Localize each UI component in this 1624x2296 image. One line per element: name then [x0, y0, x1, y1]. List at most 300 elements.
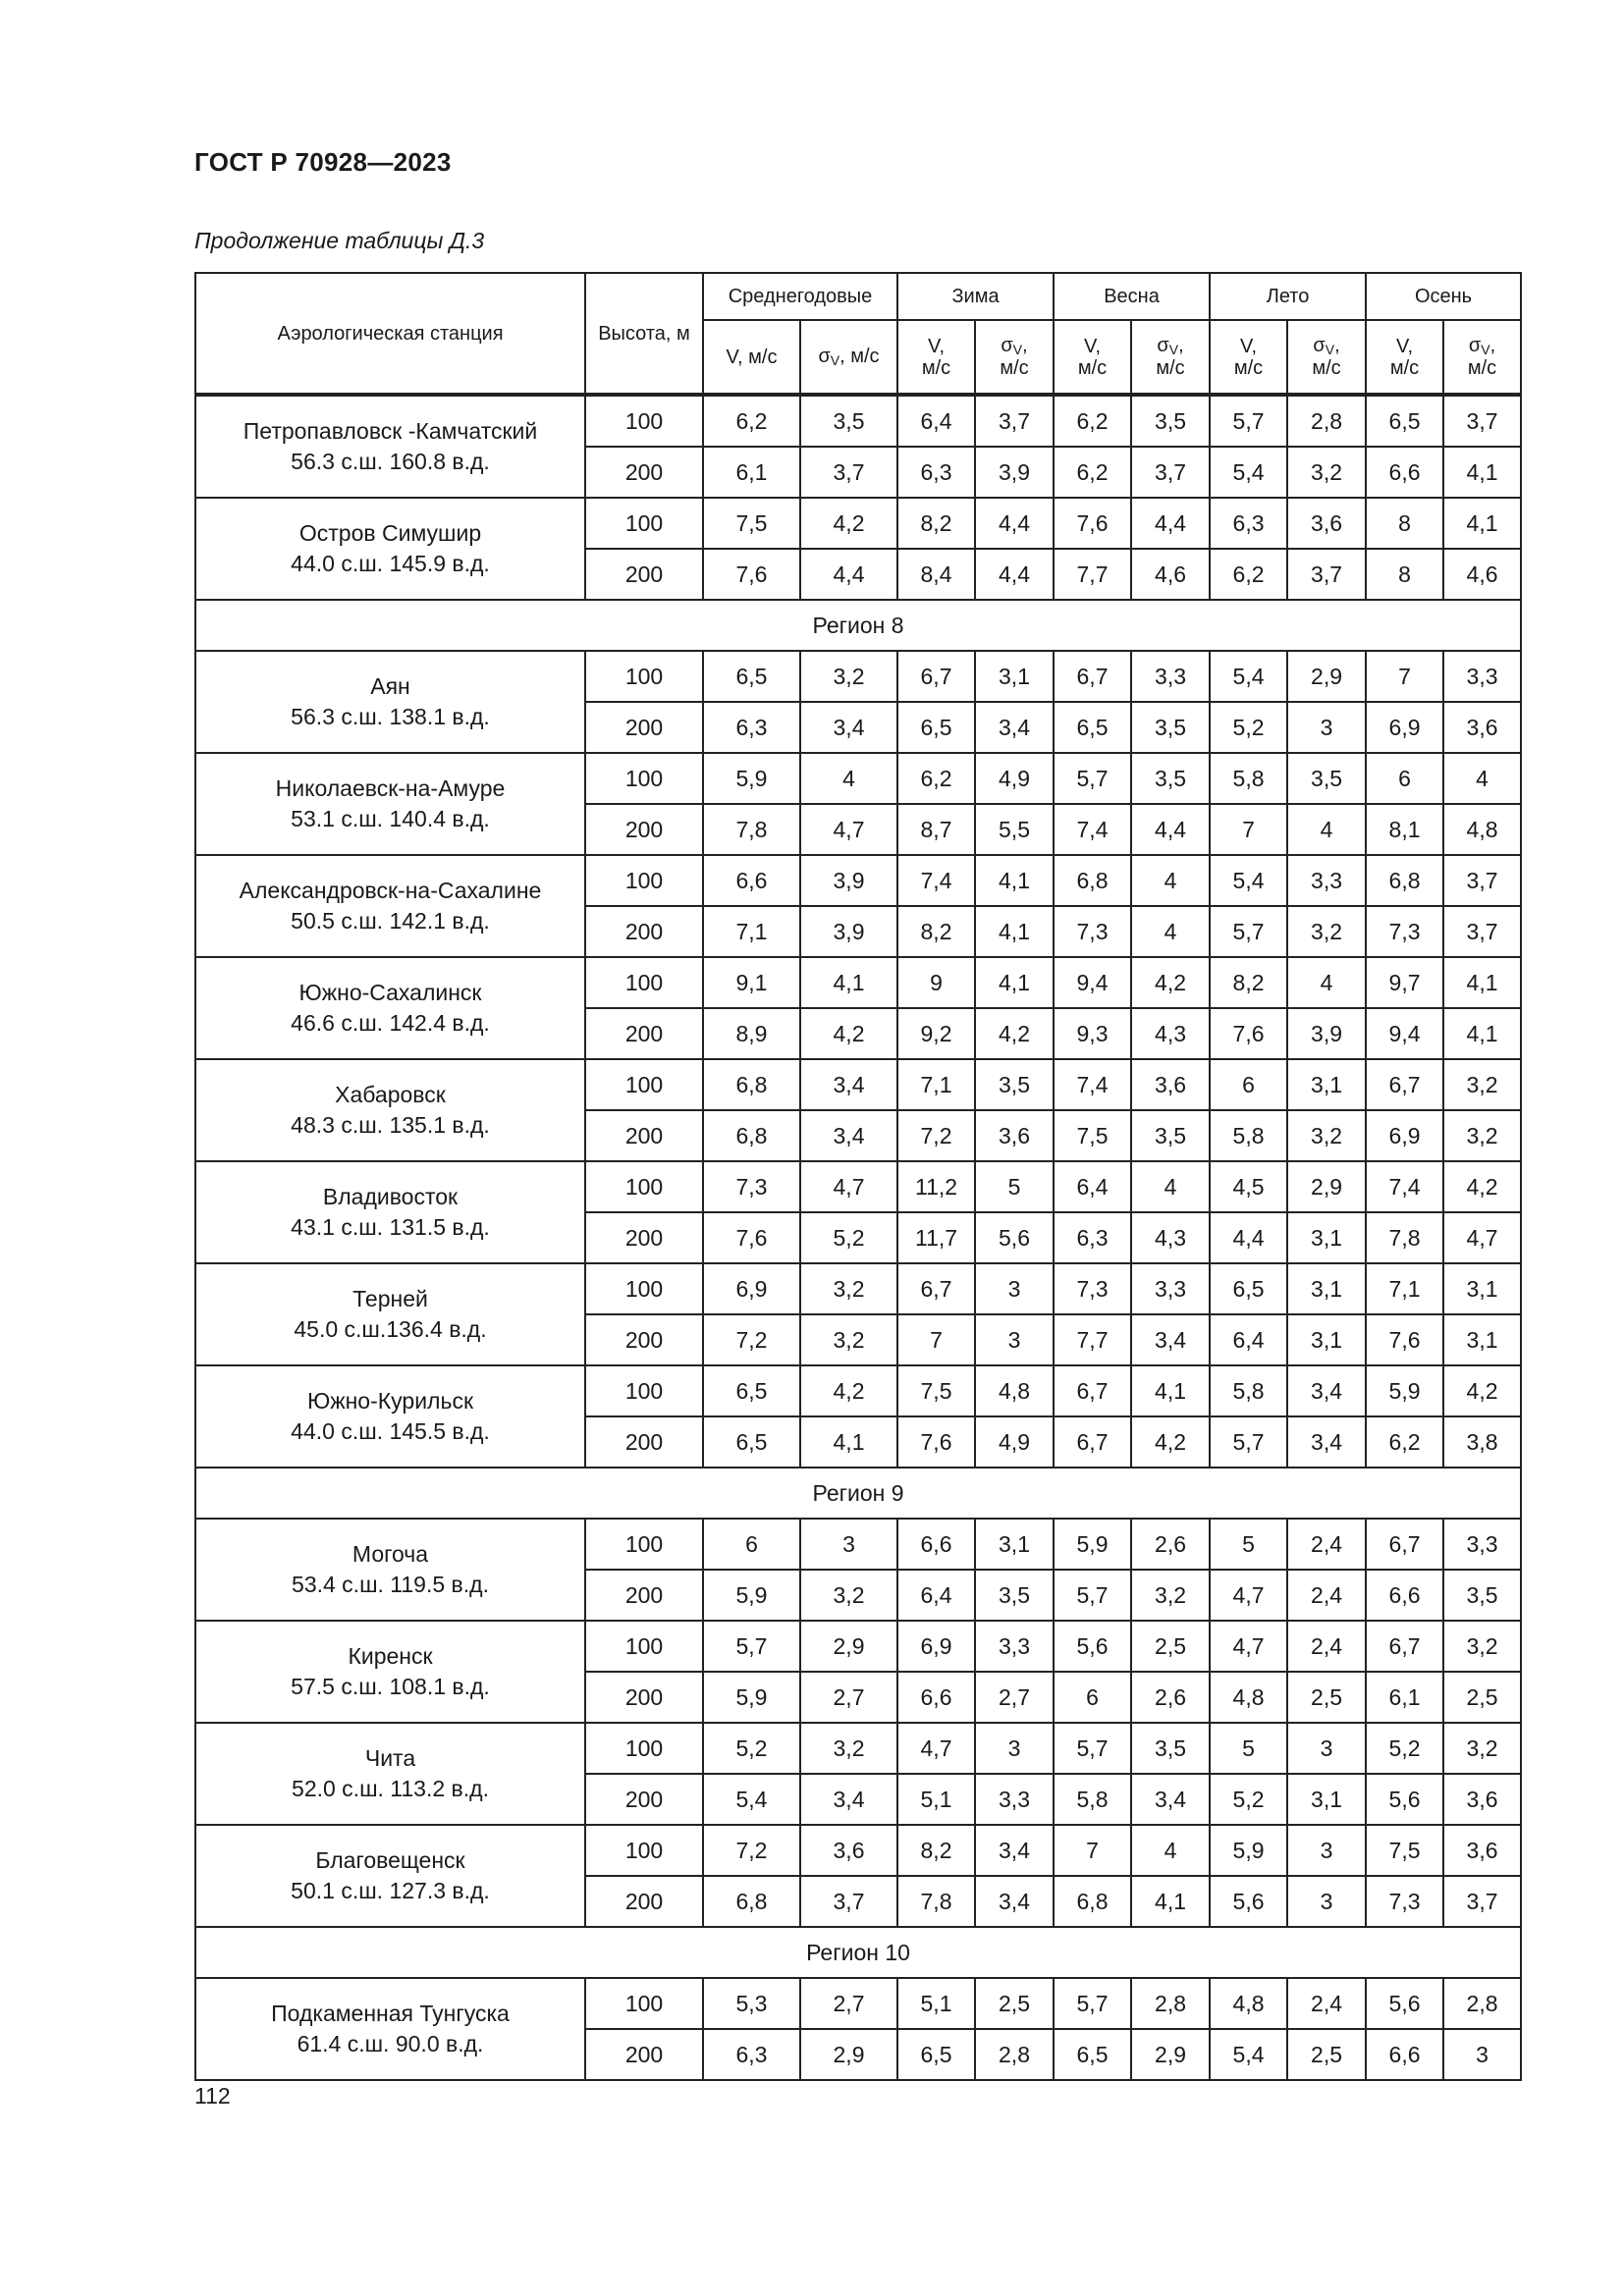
summer-v-header	[1210, 320, 1287, 395]
value-cell: 5,6	[1210, 1876, 1287, 1927]
value-cell: 4,2	[1131, 957, 1210, 1008]
value-cell: 3,2	[800, 1263, 897, 1314]
value-cell: 2,8	[1443, 1978, 1521, 2029]
value-cell: 4,7	[1443, 1212, 1521, 1263]
value-cell: 9,1	[703, 957, 800, 1008]
value-cell: 5,8	[1210, 1110, 1287, 1161]
value-cell: 7	[897, 1314, 975, 1365]
value-cell: 6,1	[1366, 1672, 1443, 1723]
value-cell: 6,5	[1054, 2029, 1131, 2080]
table-row	[195, 1365, 1521, 1416]
value-cell: 9,7	[1366, 957, 1443, 1008]
value-cell: 4,8	[975, 1365, 1054, 1416]
value-cell: 2,7	[800, 1672, 897, 1723]
value-cell: 7,1	[703, 906, 800, 957]
value-cell: 5,6	[1366, 1774, 1443, 1825]
height-cell: 100	[585, 1263, 703, 1314]
value-cell: 7,6	[703, 1212, 800, 1263]
table-row	[195, 753, 1521, 804]
value-cell: 8,1	[1366, 804, 1443, 855]
table-row	[195, 498, 1521, 549]
value-cell: 4,6	[1131, 549, 1210, 600]
value-cell: 5,7	[1054, 753, 1131, 804]
value-cell: 5,4	[1210, 2029, 1287, 2080]
value-cell: 3,6	[1443, 1825, 1521, 1876]
value-cell: 8,7	[897, 804, 975, 855]
value-cell: 6,2	[1210, 549, 1287, 600]
value-cell: 4,1	[1443, 447, 1521, 498]
value-cell: 4,8	[1443, 804, 1521, 855]
value-cell: 7,6	[897, 1416, 975, 1468]
value-cell: 7	[1054, 1825, 1131, 1876]
value-cell: 2,9	[1287, 651, 1366, 702]
value-cell: 6,6	[1366, 447, 1443, 498]
value-cell: 4	[1131, 1825, 1210, 1876]
value-cell: 6	[1054, 1672, 1131, 1723]
height-cell: 200	[585, 549, 703, 600]
region-row	[195, 1468, 1521, 1519]
value-cell: 2,7	[800, 1978, 897, 2029]
value-cell: 11,7	[897, 1212, 975, 1263]
value-cell: 6,3	[1210, 498, 1287, 549]
value-cell: 6	[703, 1519, 800, 1570]
height-cell: 200	[585, 702, 703, 753]
value-cell: 7,6	[1054, 498, 1131, 549]
station-name: Подкаменная Тунгуска	[271, 2000, 510, 2026]
value-cell: 4,7	[1210, 1570, 1287, 1621]
value-cell: 3,4	[975, 702, 1054, 753]
value-cell: 3,4	[1287, 1365, 1366, 1416]
value-cell: 3,9	[1287, 1008, 1366, 1059]
station-coords: 44.0 с.ш. 145.5 в.д.	[291, 1418, 490, 1444]
value-cell: 3	[1287, 1825, 1366, 1876]
value-cell: 3,5	[1443, 1570, 1521, 1621]
value-cell: 3,5	[1131, 1723, 1210, 1774]
value-cell: 2,6	[1131, 1519, 1210, 1570]
value-cell: 3,4	[800, 1774, 897, 1825]
value-cell: 3,1	[1287, 1212, 1366, 1263]
value-cell: 2,5	[1443, 1672, 1521, 1723]
value-cell: 4,1	[800, 957, 897, 1008]
value-cell: 5,4	[1210, 651, 1287, 702]
value-cell: 5,7	[1210, 1416, 1287, 1468]
value-cell: 3,3	[1131, 1263, 1210, 1314]
unit-label: м/с	[1000, 357, 1029, 380]
value-cell: 7,5	[703, 498, 800, 549]
value-cell: 4,2	[800, 1008, 897, 1059]
value-cell: 3,2	[800, 651, 897, 702]
table-row	[195, 1978, 1521, 2029]
header-spring: Весна	[1054, 273, 1210, 320]
height-cell: 200	[585, 906, 703, 957]
value-cell: 3,3	[1443, 1519, 1521, 1570]
value-cell: 6,5	[897, 2029, 975, 2080]
value-cell: 5,1	[897, 1774, 975, 1825]
value-cell: 7,8	[897, 1876, 975, 1927]
page-number: 112	[194, 2083, 231, 2109]
value-cell: 5,6	[1366, 1978, 1443, 2029]
height-cell: 100	[585, 395, 703, 447]
station-coords: 50.5 с.ш. 142.1 в.д.	[291, 908, 490, 934]
value-cell: 7	[1366, 651, 1443, 702]
v-label: V,	[1240, 335, 1258, 357]
value-cell: 7,3	[1054, 1263, 1131, 1314]
value-cell: 6,7	[897, 651, 975, 702]
value-cell: 2,5	[1287, 1672, 1366, 1723]
value-cell: 6,6	[1366, 2029, 1443, 2080]
height-cell: 100	[585, 753, 703, 804]
value-cell: 4,9	[975, 1416, 1054, 1468]
value-cell: 3,1	[975, 651, 1054, 702]
height-cell: 100	[585, 1519, 703, 1570]
value-cell: 3,7	[1131, 447, 1210, 498]
value-cell: 4,4	[800, 549, 897, 600]
table-row	[195, 1059, 1521, 1110]
value-cell: 5,2	[1210, 1774, 1287, 1825]
station-name: Владивосток	[322, 1183, 459, 1209]
value-cell: 3,4	[800, 1059, 897, 1110]
table-row	[195, 1161, 1521, 1212]
value-cell: 4,6	[1443, 549, 1521, 600]
header-winter: Зима	[897, 273, 1054, 320]
value-cell: 7	[1210, 804, 1287, 855]
annual-v-header: V, м/с	[703, 320, 800, 395]
value-cell: 3	[1287, 1876, 1366, 1927]
height-cell: 200	[585, 1314, 703, 1365]
region-row	[195, 1927, 1521, 1978]
value-cell: 4,2	[1443, 1161, 1521, 1212]
height-cell: 100	[585, 1825, 703, 1876]
unit-label: м/с	[1233, 356, 1264, 379]
header-summer: Лето	[1210, 273, 1366, 320]
value-cell: 3,2	[1443, 1723, 1521, 1774]
height-cell: 200	[585, 1570, 703, 1621]
value-cell: 3	[975, 1314, 1054, 1365]
value-cell: 9,2	[897, 1008, 975, 1059]
sigma-subscript: V	[1168, 341, 1179, 357]
value-cell: 5,7	[1054, 1723, 1131, 1774]
sigma-subscript: V	[1481, 341, 1490, 357]
sigma-unit: , м/с	[839, 345, 880, 367]
value-cell: 4,7	[897, 1723, 975, 1774]
station-name: Александровск-на-Сахалине	[239, 877, 542, 903]
station-cell	[195, 753, 585, 855]
value-cell: 2,8	[1287, 395, 1366, 447]
value-cell: 7,2	[897, 1110, 975, 1161]
value-cell: 5,4	[1210, 855, 1287, 906]
height-cell: 200	[585, 1212, 703, 1263]
value-cell: 3,5	[975, 1059, 1054, 1110]
station-coords: 53.1 с.ш. 140.4 в.д.	[291, 806, 490, 831]
unit-label: м/с	[1467, 357, 1497, 380]
value-cell: 4	[1131, 906, 1210, 957]
value-cell: 2,9	[1131, 2029, 1210, 2080]
value-cell: 4,2	[1131, 1416, 1210, 1468]
value-cell: 3,4	[1131, 1314, 1210, 1365]
value-cell: 4	[1287, 957, 1366, 1008]
value-cell: 5,9	[703, 753, 800, 804]
value-cell: 2,8	[975, 2029, 1054, 2080]
value-cell: 3,5	[1131, 395, 1210, 447]
station-cell	[195, 1621, 585, 1723]
value-cell: 6,3	[703, 702, 800, 753]
sigma-comma: ,	[1489, 334, 1496, 356]
value-cell: 4,4	[975, 549, 1054, 600]
value-cell: 8,2	[897, 906, 975, 957]
station-coords: 52.0 с.ш. 113.2 в.д.	[292, 1776, 489, 1801]
value-cell: 7,7	[1054, 549, 1131, 600]
table-row	[195, 855, 1521, 906]
value-cell: 5,6	[975, 1212, 1054, 1263]
spring-v-header	[1054, 320, 1131, 395]
value-cell: 6,6	[897, 1519, 975, 1570]
height-cell: 200	[585, 1672, 703, 1723]
value-cell: 8,2	[897, 1825, 975, 1876]
value-cell: 8	[1366, 549, 1443, 600]
value-cell: 3,4	[1131, 1774, 1210, 1825]
value-cell: 3,3	[1287, 855, 1366, 906]
value-cell: 6,8	[1054, 1876, 1131, 1927]
value-cell: 4	[1131, 855, 1210, 906]
value-cell: 5,7	[703, 1621, 800, 1672]
station-cell	[195, 498, 585, 600]
value-cell: 3,1	[1287, 1263, 1366, 1314]
header-height-label: Высота,	[598, 322, 672, 345]
station-coords: 45.0 с.ш.136.4 в.д.	[294, 1316, 487, 1342]
annual-sigma-header	[800, 320, 897, 395]
value-cell: 5	[1210, 1519, 1287, 1570]
value-cell: 4,2	[800, 498, 897, 549]
station-coords: 44.0 с.ш. 145.9 в.д.	[291, 551, 490, 576]
value-cell: 5,9	[1054, 1519, 1131, 1570]
table-row	[195, 395, 1521, 447]
station-coords: 43.1 с.ш. 131.5 в.д.	[291, 1214, 490, 1240]
value-cell: 6,2	[703, 395, 800, 447]
v-label: V,	[927, 335, 946, 357]
height-cell: 200	[585, 447, 703, 498]
value-cell: 2,9	[800, 2029, 897, 2080]
station-coords: 48.3 с.ш. 135.1 в.д.	[291, 1112, 490, 1138]
value-cell: 4,1	[1443, 957, 1521, 1008]
unit-label: м/с	[1156, 357, 1185, 380]
value-cell: 5,6	[1054, 1621, 1131, 1672]
value-cell: 3,4	[1287, 1416, 1366, 1468]
value-cell: 6,4	[1054, 1161, 1131, 1212]
value-cell: 3,7	[1443, 906, 1521, 957]
value-cell: 6,3	[897, 447, 975, 498]
value-cell: 6,8	[703, 1059, 800, 1110]
value-cell: 9,4	[1366, 1008, 1443, 1059]
value-cell: 3,5	[1131, 753, 1210, 804]
value-cell: 6,3	[1054, 1212, 1131, 1263]
value-cell: 3	[1287, 702, 1366, 753]
table-row	[195, 1519, 1521, 1570]
value-cell: 3,7	[975, 395, 1054, 447]
value-cell: 4,4	[1131, 498, 1210, 549]
station-name: Чита	[364, 1744, 416, 1771]
value-cell: 6,7	[1366, 1059, 1443, 1110]
value-cell: 5,9	[1210, 1825, 1287, 1876]
value-cell: 2,5	[975, 1978, 1054, 2029]
sigma-symbol: σ	[1313, 334, 1326, 356]
value-cell: 3,3	[1131, 651, 1210, 702]
value-cell: 4,7	[800, 1161, 897, 1212]
value-cell: 5,4	[1210, 447, 1287, 498]
value-cell: 4	[1131, 1161, 1210, 1212]
value-cell: 5,2	[1366, 1723, 1443, 1774]
value-cell: 4,1	[1131, 1365, 1210, 1416]
value-cell: 7,1	[897, 1059, 975, 1110]
value-cell: 3,6	[975, 1110, 1054, 1161]
sigma-symbol: σ	[818, 345, 831, 367]
value-cell: 4	[1443, 753, 1521, 804]
value-cell: 7,3	[1054, 906, 1131, 957]
value-cell: 3,1	[1287, 1059, 1366, 1110]
value-cell: 5,8	[1054, 1774, 1131, 1825]
value-cell: 4,4	[1131, 804, 1210, 855]
value-cell: 3,9	[800, 855, 897, 906]
height-cell: 100	[585, 1723, 703, 1774]
station-name: Хабаровск	[335, 1081, 446, 1107]
value-cell: 4,1	[975, 906, 1054, 957]
value-cell: 3	[975, 1263, 1054, 1314]
value-cell: 4,3	[1131, 1212, 1210, 1263]
value-cell: 3,2	[1287, 447, 1366, 498]
station-cell	[195, 651, 585, 753]
station-name: Петропавловск -Камчатский	[243, 417, 538, 444]
value-cell: 4,1	[1131, 1876, 1210, 1927]
sigma-symbol: σ	[1468, 334, 1482, 356]
value-cell: 7,1	[1366, 1263, 1443, 1314]
station-coords: 56.3 с.ш. 138.1 в.д.	[291, 704, 490, 729]
station-name: Терней	[352, 1285, 428, 1311]
sigma-comma: ,	[1178, 334, 1184, 356]
value-cell: 5,9	[703, 1570, 800, 1621]
value-cell: 3,5	[1131, 1110, 1210, 1161]
value-cell: 4,4	[975, 498, 1054, 549]
value-cell: 3,6	[1443, 702, 1521, 753]
value-cell: 4,7	[1210, 1621, 1287, 1672]
value-cell: 6,6	[897, 1672, 975, 1723]
value-cell: 3,5	[975, 1570, 1054, 1621]
value-cell: 4,1	[800, 1416, 897, 1468]
value-cell: 5,8	[1210, 753, 1287, 804]
value-cell: 5,4	[703, 1774, 800, 1825]
value-cell: 7,4	[1054, 804, 1131, 855]
value-cell: 5,7	[1210, 906, 1287, 957]
value-cell: 6,5	[703, 1416, 800, 1468]
value-cell: 8,9	[703, 1008, 800, 1059]
value-cell: 3,6	[1443, 1774, 1521, 1825]
value-cell: 6,4	[897, 1570, 975, 1621]
station-name: Аян	[370, 672, 410, 699]
value-cell: 5,7	[1054, 1978, 1131, 2029]
value-cell: 7,7	[1054, 1314, 1131, 1365]
value-cell: 3,1	[975, 1519, 1054, 1570]
value-cell: 7,4	[1366, 1161, 1443, 1212]
sigma-comma: ,	[1334, 334, 1340, 356]
station-name: Остров Симушир	[298, 519, 482, 546]
value-cell: 6,7	[897, 1263, 975, 1314]
value-cell: 6,2	[1054, 395, 1131, 447]
value-cell: 2,4	[1287, 1621, 1366, 1672]
value-cell: 3,2	[1287, 906, 1366, 957]
value-cell: 2,5	[1131, 1621, 1210, 1672]
value-cell: 3,7	[1287, 549, 1366, 600]
value-cell: 6,6	[1366, 1570, 1443, 1621]
station-coords: 56.3 с.ш. 160.8 в.д.	[291, 449, 490, 474]
header-height-unit: м	[677, 322, 690, 345]
station-coords: 61.4 с.ш. 90.0 в.д.	[297, 2031, 484, 2056]
value-cell: 11,2	[897, 1161, 975, 1212]
station-cell	[195, 1059, 585, 1161]
value-cell: 3,4	[800, 702, 897, 753]
value-cell: 4,1	[975, 855, 1054, 906]
value-cell: 6,8	[703, 1876, 800, 1927]
height-cell: 100	[585, 651, 703, 702]
sigma-line	[976, 335, 1053, 357]
value-cell: 6,4	[1210, 1314, 1287, 1365]
autumn-v-header	[1366, 320, 1443, 395]
value-cell: 6	[1210, 1059, 1287, 1110]
value-cell: 3,3	[975, 1774, 1054, 1825]
value-cell: 9,3	[1054, 1008, 1131, 1059]
value-cell: 3	[1443, 2029, 1521, 2080]
value-cell: 5,2	[1210, 702, 1287, 753]
value-cell: 3,2	[1443, 1110, 1521, 1161]
table-row	[195, 957, 1521, 1008]
height-cell: 100	[585, 1059, 703, 1110]
sigma-symbol: σ	[1001, 334, 1013, 356]
height-cell: 100	[585, 498, 703, 549]
header-annual: Среднегодовые	[703, 273, 897, 320]
station-name: Южно-Сахалинск	[298, 979, 482, 1005]
table-row	[195, 1621, 1521, 1672]
value-cell: 7,6	[703, 549, 800, 600]
value-cell: 7,2	[703, 1314, 800, 1365]
value-cell: 6,5	[1366, 395, 1443, 447]
sigma-subscript: V	[830, 351, 840, 368]
value-cell: 3,7	[1443, 395, 1521, 447]
value-cell: 5,3	[703, 1978, 800, 2029]
sigma-subscript: V	[1012, 341, 1023, 357]
value-cell: 6,3	[703, 2029, 800, 2080]
region-label: Регион 9	[195, 1468, 1521, 1519]
spring-sigma-header	[1131, 320, 1210, 395]
value-cell: 5,1	[897, 1978, 975, 2029]
station-coords: 53.4 с.ш. 119.5 в.д.	[292, 1572, 489, 1597]
value-cell: 3,5	[1287, 753, 1366, 804]
value-cell: 3,1	[1287, 1774, 1366, 1825]
value-cell: 3,2	[1131, 1570, 1210, 1621]
value-cell: 3,6	[1287, 498, 1366, 549]
value-cell: 6,9	[1366, 1110, 1443, 1161]
value-cell: 7,5	[1366, 1825, 1443, 1876]
value-cell: 3,1	[1443, 1263, 1521, 1314]
height-cell: 200	[585, 1110, 703, 1161]
value-cell: 7,2	[703, 1825, 800, 1876]
station-cell	[195, 1723, 585, 1825]
value-cell: 5,8	[1210, 1365, 1287, 1416]
value-cell: 7,5	[1054, 1110, 1131, 1161]
value-cell: 3,5	[800, 395, 897, 447]
value-cell: 3,4	[800, 1110, 897, 1161]
table-row	[195, 651, 1521, 702]
station-cell	[195, 1161, 585, 1263]
value-cell: 6,7	[1366, 1519, 1443, 1570]
value-cell: 9,4	[1054, 957, 1131, 1008]
value-cell: 3,7	[800, 447, 897, 498]
